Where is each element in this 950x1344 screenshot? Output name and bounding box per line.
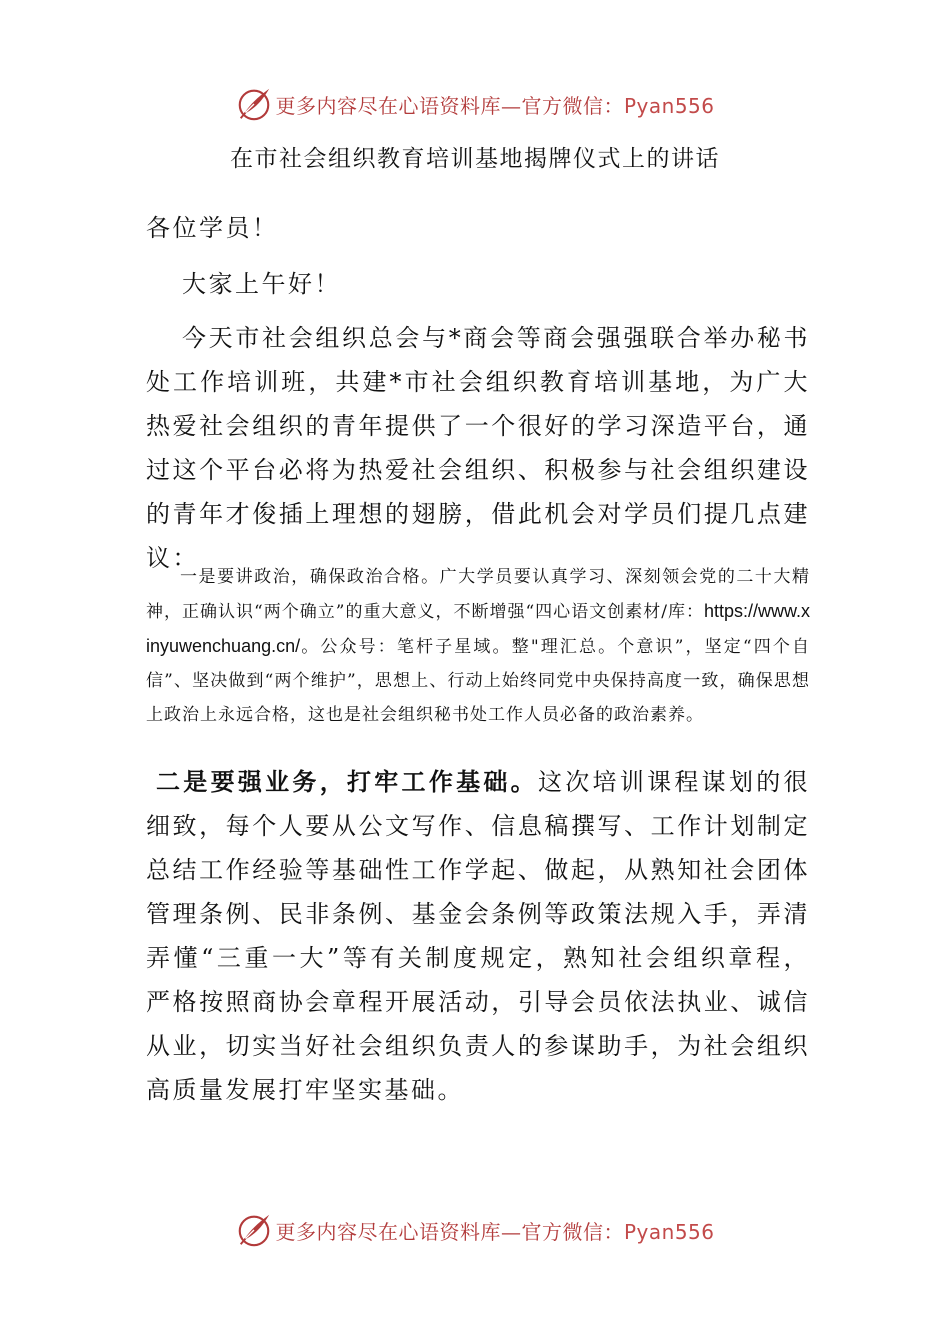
document-title: 在市社会组织教育培训基地揭牌仪式上的讲话 <box>230 146 720 172</box>
paragraph-business-body: 这次培训课程谋划的很细致，每个人要从公文写作、信息稿撰写、工作计划制定总结工作经验等基础性工作学起、做起，从熟知社会团体管理条例、民非条例、基金会条例等政策法规入手，弄清弄懂“三重一大”等有关制度规定，熟知社会组织章程，严格按照商协会章程开展活动，引导会员依法执业、诚信从业，切实当好社会组织负责人的参谋助手，为社会组织高质量发展打牢坚实基础。 <box>146 768 811 1104</box>
greeting: 大家上午好！ <box>182 270 341 298</box>
salutation: 各位学员！ <box>146 214 279 242</box>
paragraph-business-lead: 二是要强业务，打牢工作基础。 <box>156 767 538 796</box>
watermark-text: 更多内容尽在心语资料库—官方微信：Pyan556 <box>275 1219 715 1244</box>
watermark-text: 更多内容尽在心语资料库—官方微信：Pyan556 <box>275 93 715 118</box>
footer-watermark <box>0 1210 950 1250</box>
quill-logo-icon <box>235 1211 273 1249</box>
watermark-id: Pyan556 <box>623 93 715 118</box>
paragraph-politics <box>146 560 810 732</box>
paragraph-politics-text-a: 一是要讲政治，确保政治合格。广大学员要认真学习、深刻领会党的二十大精神，正确认识“两个确立”的重大意义，不断增强“四心语文创素材/库： <box>146 567 810 622</box>
paragraph-politics-text-b: 。公众号：笔杆子星域。整"理汇总。个意识”，坚定“四个自信”、坚决做到“两个维护”，思想上、行动上始终同党中央保持高度一致，确保思想上政治上永远合格，这也是社会组织秘书处工作人员必备的政治素养。 <box>146 637 810 725</box>
header-watermark <box>0 84 950 124</box>
quill-logo-icon <box>235 85 273 123</box>
source-url: https://www.xinyuwenchuang.cn/ <box>146 601 810 656</box>
paragraph-business <box>146 760 810 1112</box>
watermark-id: Pyan556 <box>623 1219 715 1244</box>
paragraph-intro: 今天市社会组织总会与*商会等商会强强联合举办秘书处工作培训班，共建*市社会组织教育培训基地，为广大热爱社会组织的青年提供了一个很好的学习深造平台，通过这个平台必将为热爱社会组织、积极参与社会组织建设的青年才俊插上理想的翅膀，借此机会对学员们提几点建议： <box>146 324 810 572</box>
